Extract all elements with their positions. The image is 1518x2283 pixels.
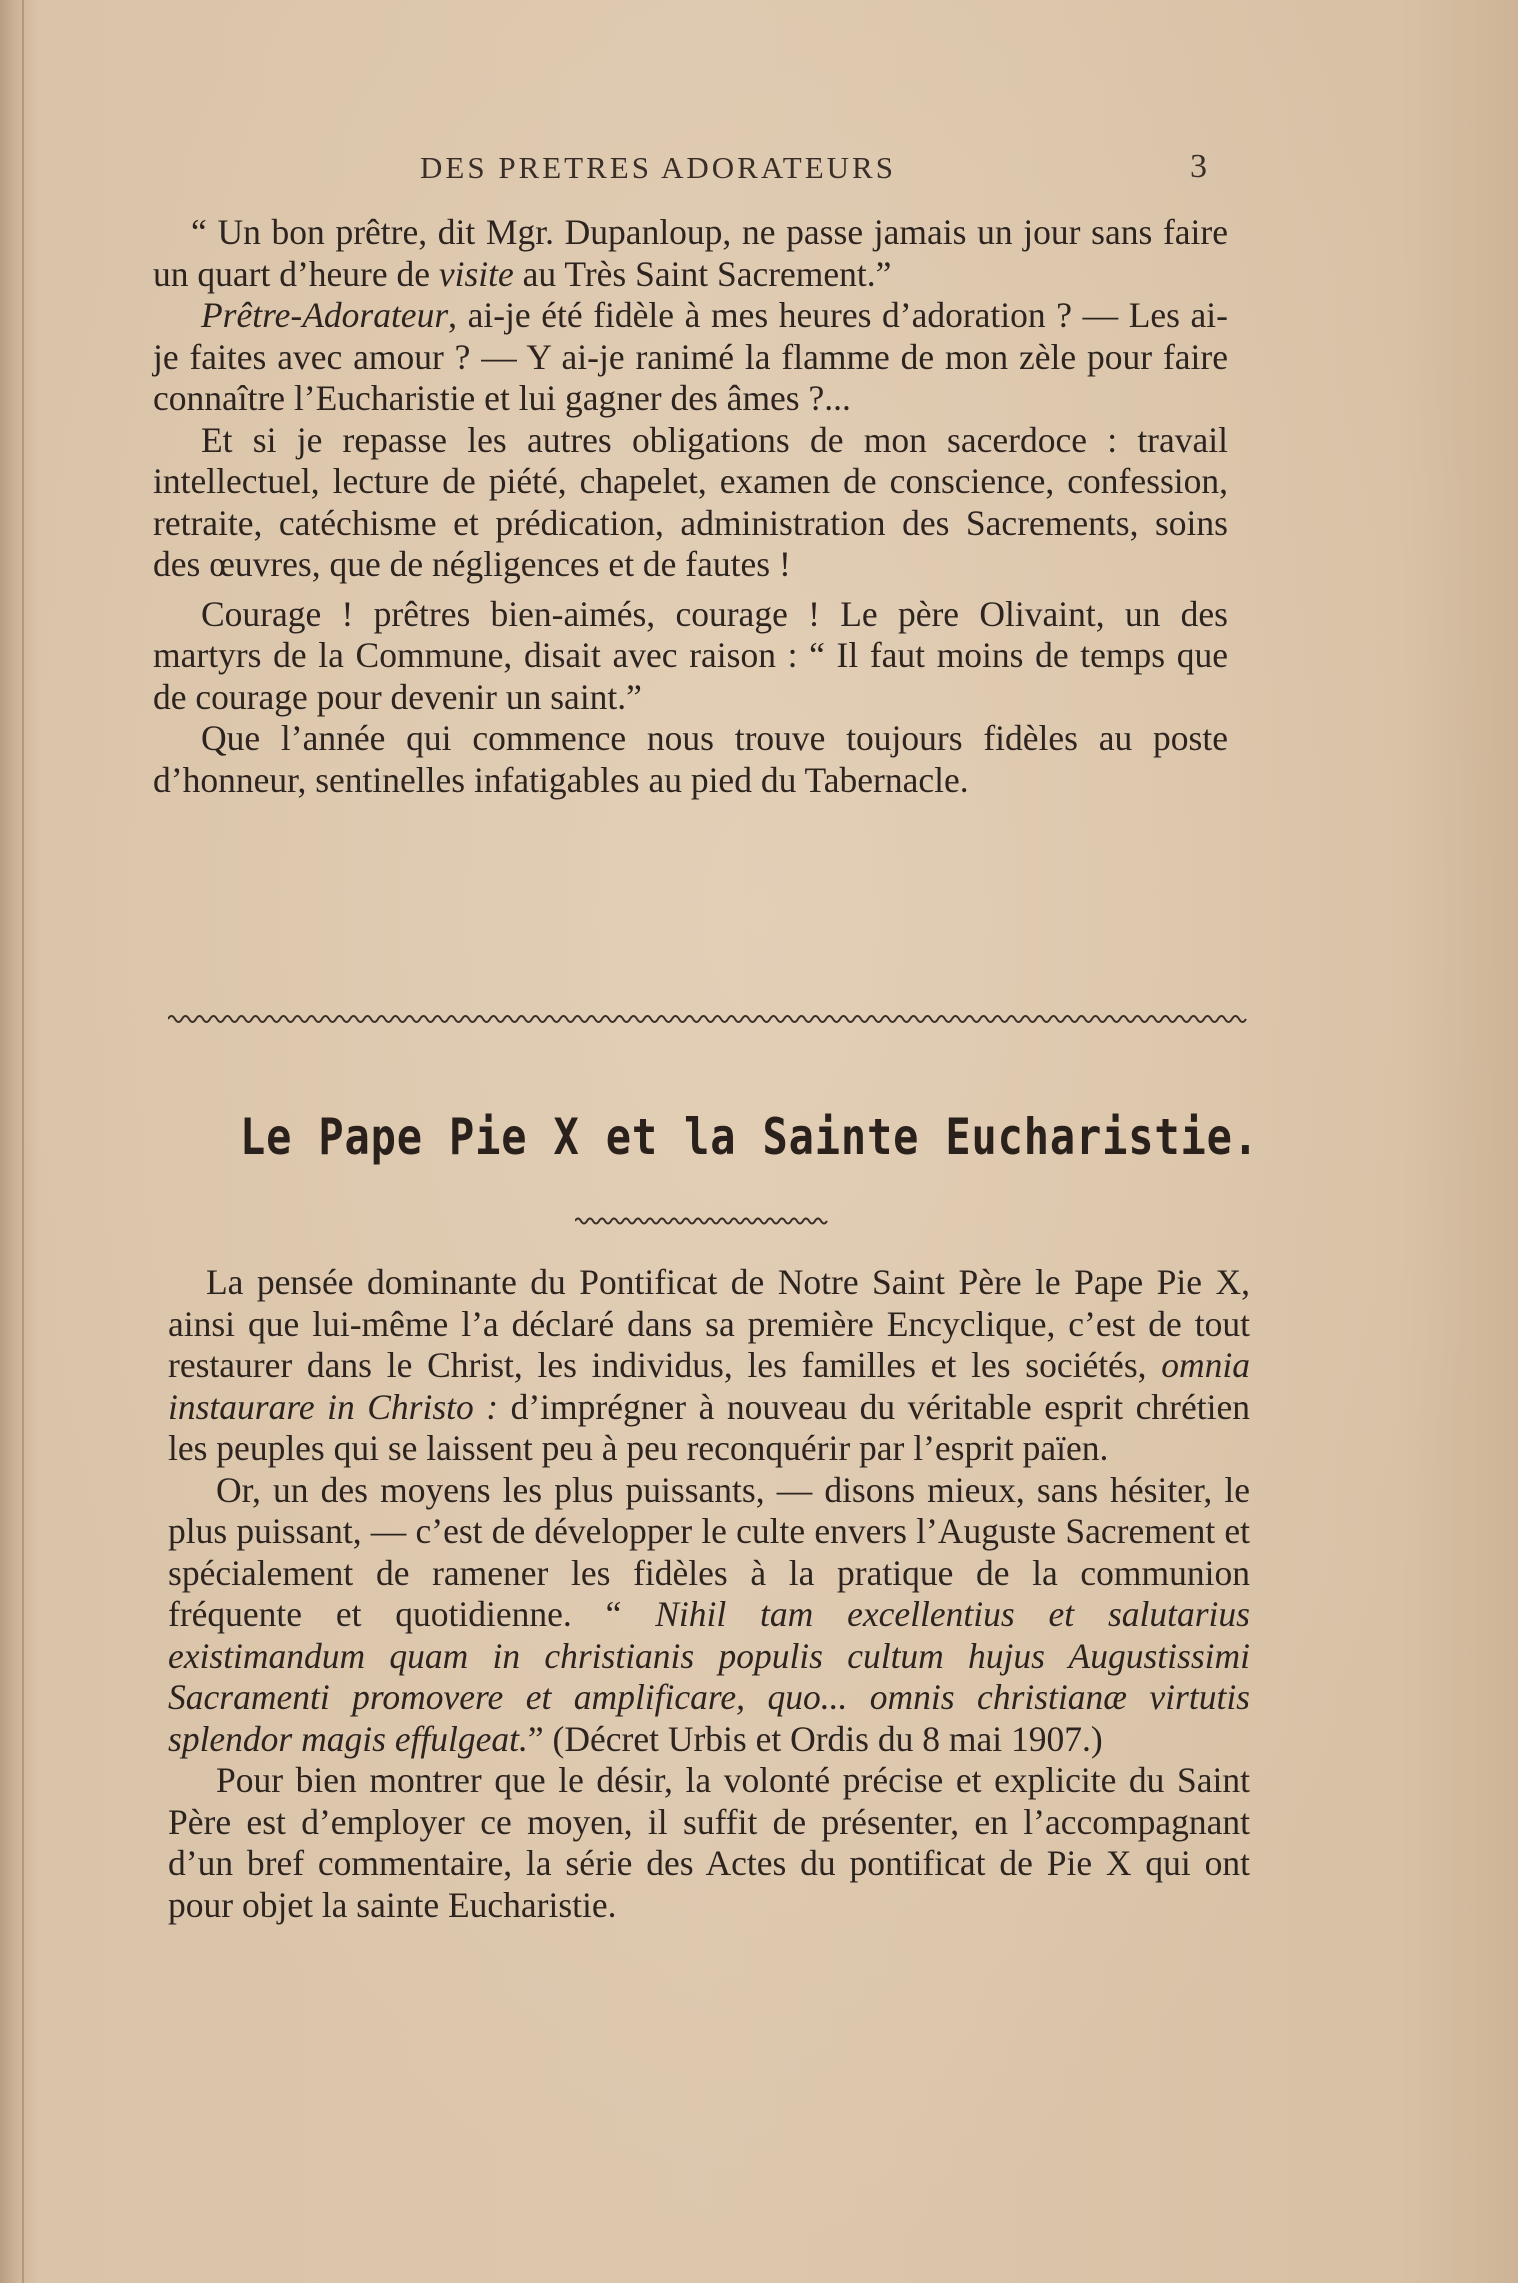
page-number: 3 — [1190, 148, 1207, 185]
paragraph — [168, 1262, 1250, 1470]
paragraph — [153, 295, 1228, 420]
bottom-text-block — [168, 1262, 1250, 1926]
paragraph: Que l’année qui commence nous trouve toujours fidèles au poste d’honneur, sentinelles infatigables au pied du Tabernacle. — [153, 718, 1228, 800]
italic-text: visite — [438, 253, 514, 294]
text-run: au Très Saint Sacrement.” — [513, 253, 892, 294]
text-run: Or, un des moyens les plus puissants, — disons mieux, sans hésiter, le plus puissant, — c’est de développer le culte envers l’Auguste Sacrement et spécialement de ramener les fidèles à la pratique de la communion fréquente et quotidienne. “ — [168, 1469, 1250, 1634]
wavy-rule — [168, 1010, 1248, 1028]
paragraph: Courage ! prêtres bien-aimés, courage ! Le père Olivaint, un des martyrs de la Commune, disait avec raison : “ Il faut moins de temps que de courage pour devenir un saint.” — [153, 593, 1228, 717]
running-head: DES PRETRES ADORATEURS — [420, 150, 896, 185]
paragraph: Pour bien montrer que le désir, la volonté précise et explicite du Saint Père est d’employer ce moyen, il suffit de présenter, en l’accompagnant d’un bref commentaire, la série des Actes du pontificat de Pie X qui ont pour objet la sainte Eucharistie. — [168, 1760, 1250, 1925]
text-run: La pensée dominante du Pontificat de Notre Saint Père le Pape Pie X, ainsi que lui-même l’a déclaré dans sa première Encyclique, c’est de tout restaurer dans le Christ, les individus, les familles et les sociétés, — [168, 1262, 1250, 1385]
binding-edge — [22, 0, 24, 2283]
text-run: ” (Décret Urbis et Ordis du 8 mai 1907.) — [527, 1718, 1103, 1759]
top-text-block — [153, 212, 1228, 801]
italic-text: Nihil tam excellentius et salutarius existimandum quam in christianis populis cultum hujus Augustissimi Sacramenti promovere et amplificare, quo... omnis christianæ virtutis splendor magis effulgeat. — [168, 1594, 1250, 1759]
text-run: “ Un bon prêtre, dit Mgr. Dupanloup, ne passe jamais un jour sans faire un quart d’heure de — [153, 212, 1228, 294]
text-run: , ai-je été fidèle à mes heures d’adoration ? — Les ai-je faites avec amour ? — Y ai-je ranimé la flamme de mon zèle pour faire connaître l’Eucharistie et lui gagner des âmes ?... — [153, 295, 1228, 418]
paragraph — [168, 1470, 1250, 1761]
section-title: Le Pape Pie X et la Sainte Eucharistie. — [240, 1108, 1259, 1166]
italic-text: omnia instaurare in Christo : — [168, 1345, 1250, 1427]
paragraph: Et si je repasse les autres obligations de mon sacerdoce : travail intellectuel, lecture de piété, chapelet, examen de conscience, confession, retraite, catéchisme et prédication, administration des Sacrements, soins des œuvres, que de négligences et de fautes ! — [153, 419, 1228, 584]
paragraph — [153, 212, 1228, 295]
wavy-rule-short — [575, 1213, 830, 1229]
italic-text: Prêtre-Adorateur — [201, 295, 449, 335]
text-run: d’imprégner à nouveau du véritable esprit chrétien les peuples qui se laissent peu à peu reconquérir par l’esprit païen. — [168, 1386, 1250, 1468]
